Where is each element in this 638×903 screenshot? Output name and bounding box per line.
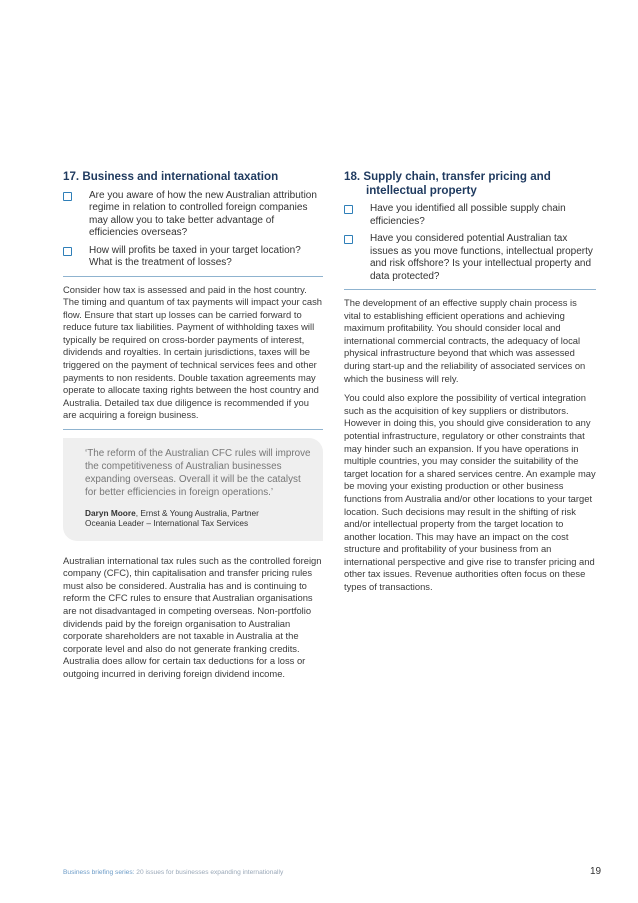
question-text: How will profits be taxed in your target location? What is the treatment of losses? (89, 244, 301, 268)
question-item (344, 203, 596, 228)
question-item (63, 190, 323, 240)
checkbox-icon (63, 247, 72, 256)
quote-text: ‘The reform of the Australian CFC rules will improve the competitiveness of Australian businesses expanding overseas. Overall it will be the catalyst for better efficiencies in foreign operations.’ (85, 448, 311, 498)
question-text: Are you aware of how the new Australian attribution regime in relation to controlled foreign companies may allow you to take better advantage of efficiencies overseas? (89, 189, 317, 238)
quote-role: Oceania Leader – International Tax Services (85, 518, 249, 529)
footer-series: Business briefing series: (63, 869, 135, 876)
divider (63, 429, 323, 430)
quote-affiliation: , Ernst & Young Australia, Partner (135, 507, 259, 518)
divider (63, 276, 323, 277)
checkbox-icon (344, 205, 353, 214)
right-column (344, 170, 596, 601)
question-item (344, 233, 596, 283)
quote-attribution (85, 508, 311, 529)
question-item (63, 245, 323, 270)
page-footer (63, 869, 283, 876)
checkbox-icon (344, 235, 353, 244)
body-paragraph: You could also explore the possibility of vertical integration such as the acquisition of key suppliers or distributors. However in doing this, you should give consideration to any potential infrastructure, regulatory or other constraints that may hinder such an expansion. If you have operations in multiple countries, you may consider the suitability of the target location for a shared services centre. An example may be moving your existing production or other business functions from Australia and/or other locations to your target location. Such decisions may result in the shifting of risk and/or intellectual property from the target location to another location. This may have an impact on the cost structure and profitability of your business from an international perspective and give rise to transfer pricing and other tax issues. Revenue authorities often focus on these types of transactions. (344, 392, 596, 593)
divider (344, 289, 596, 290)
left-column (63, 170, 323, 688)
body-paragraph: The development of an effective supply chain process is vital to establishing efficient operations and achieving maximum profitability. You should consider local and international commercial contracts, the adequacy of local physical infrastructure beyond that which was assessed during start-up and the reliability of associated services on which the business will rely. (344, 297, 586, 384)
page-number: 19 (590, 866, 602, 877)
section-heading-17: 17. Business and international taxation (63, 170, 279, 183)
question-text: Have you identified all possible supply chain efficiencies? (370, 203, 566, 227)
body-paragraph: Consider how tax is assessed and paid in the host country. The timing and quantum of tax payments will impact your cash flow. Ensure that start up losses can be carried forward to reduce future tax liabilities. Payment of withholding taxes will typically be required on cross-border payments of interest, dividends and royalties. In certain jurisdictions, taxes will be triggered on the payment of technical services fees and other payments to non residents. Double taxation agreements may operate to allocate taxing rights between the host country and Australia. Detailed tax due diligence is recommended if you are acquiring a foreign business. (63, 283, 322, 421)
quote-author: Daryn Moore (85, 507, 136, 518)
section-heading-18: 18. Supply chain, transfer pricing and intellectual property (344, 170, 551, 197)
question-text: Have you considered potential Australian tax issues as you move functions, intellectual property and risk offshore? Is your intellectual property and data protected? (370, 233, 593, 282)
checkbox-icon (63, 192, 72, 201)
body-paragraph: Australian international tax rules such as the controlled foreign company (CFC), thin capitalisation and transfer pricing rules must also be considered. Australia has and is continuing to reform the CFC rules to ensure that Australian organisations are not disadvantaged in competing overseas. Non-portfolio dividends paid by the foreign organisation to Australian corporate shareholders are not taxable in Australia at the corporate level and also do not generate franking credits. Australia does allow for certain tax deductions for a loss or outgoing incurred in deriving foreign dividend income. (63, 554, 322, 679)
pull-quote (63, 438, 323, 541)
footer-title: 20 issues for businesses expanding internationally (134, 869, 284, 876)
